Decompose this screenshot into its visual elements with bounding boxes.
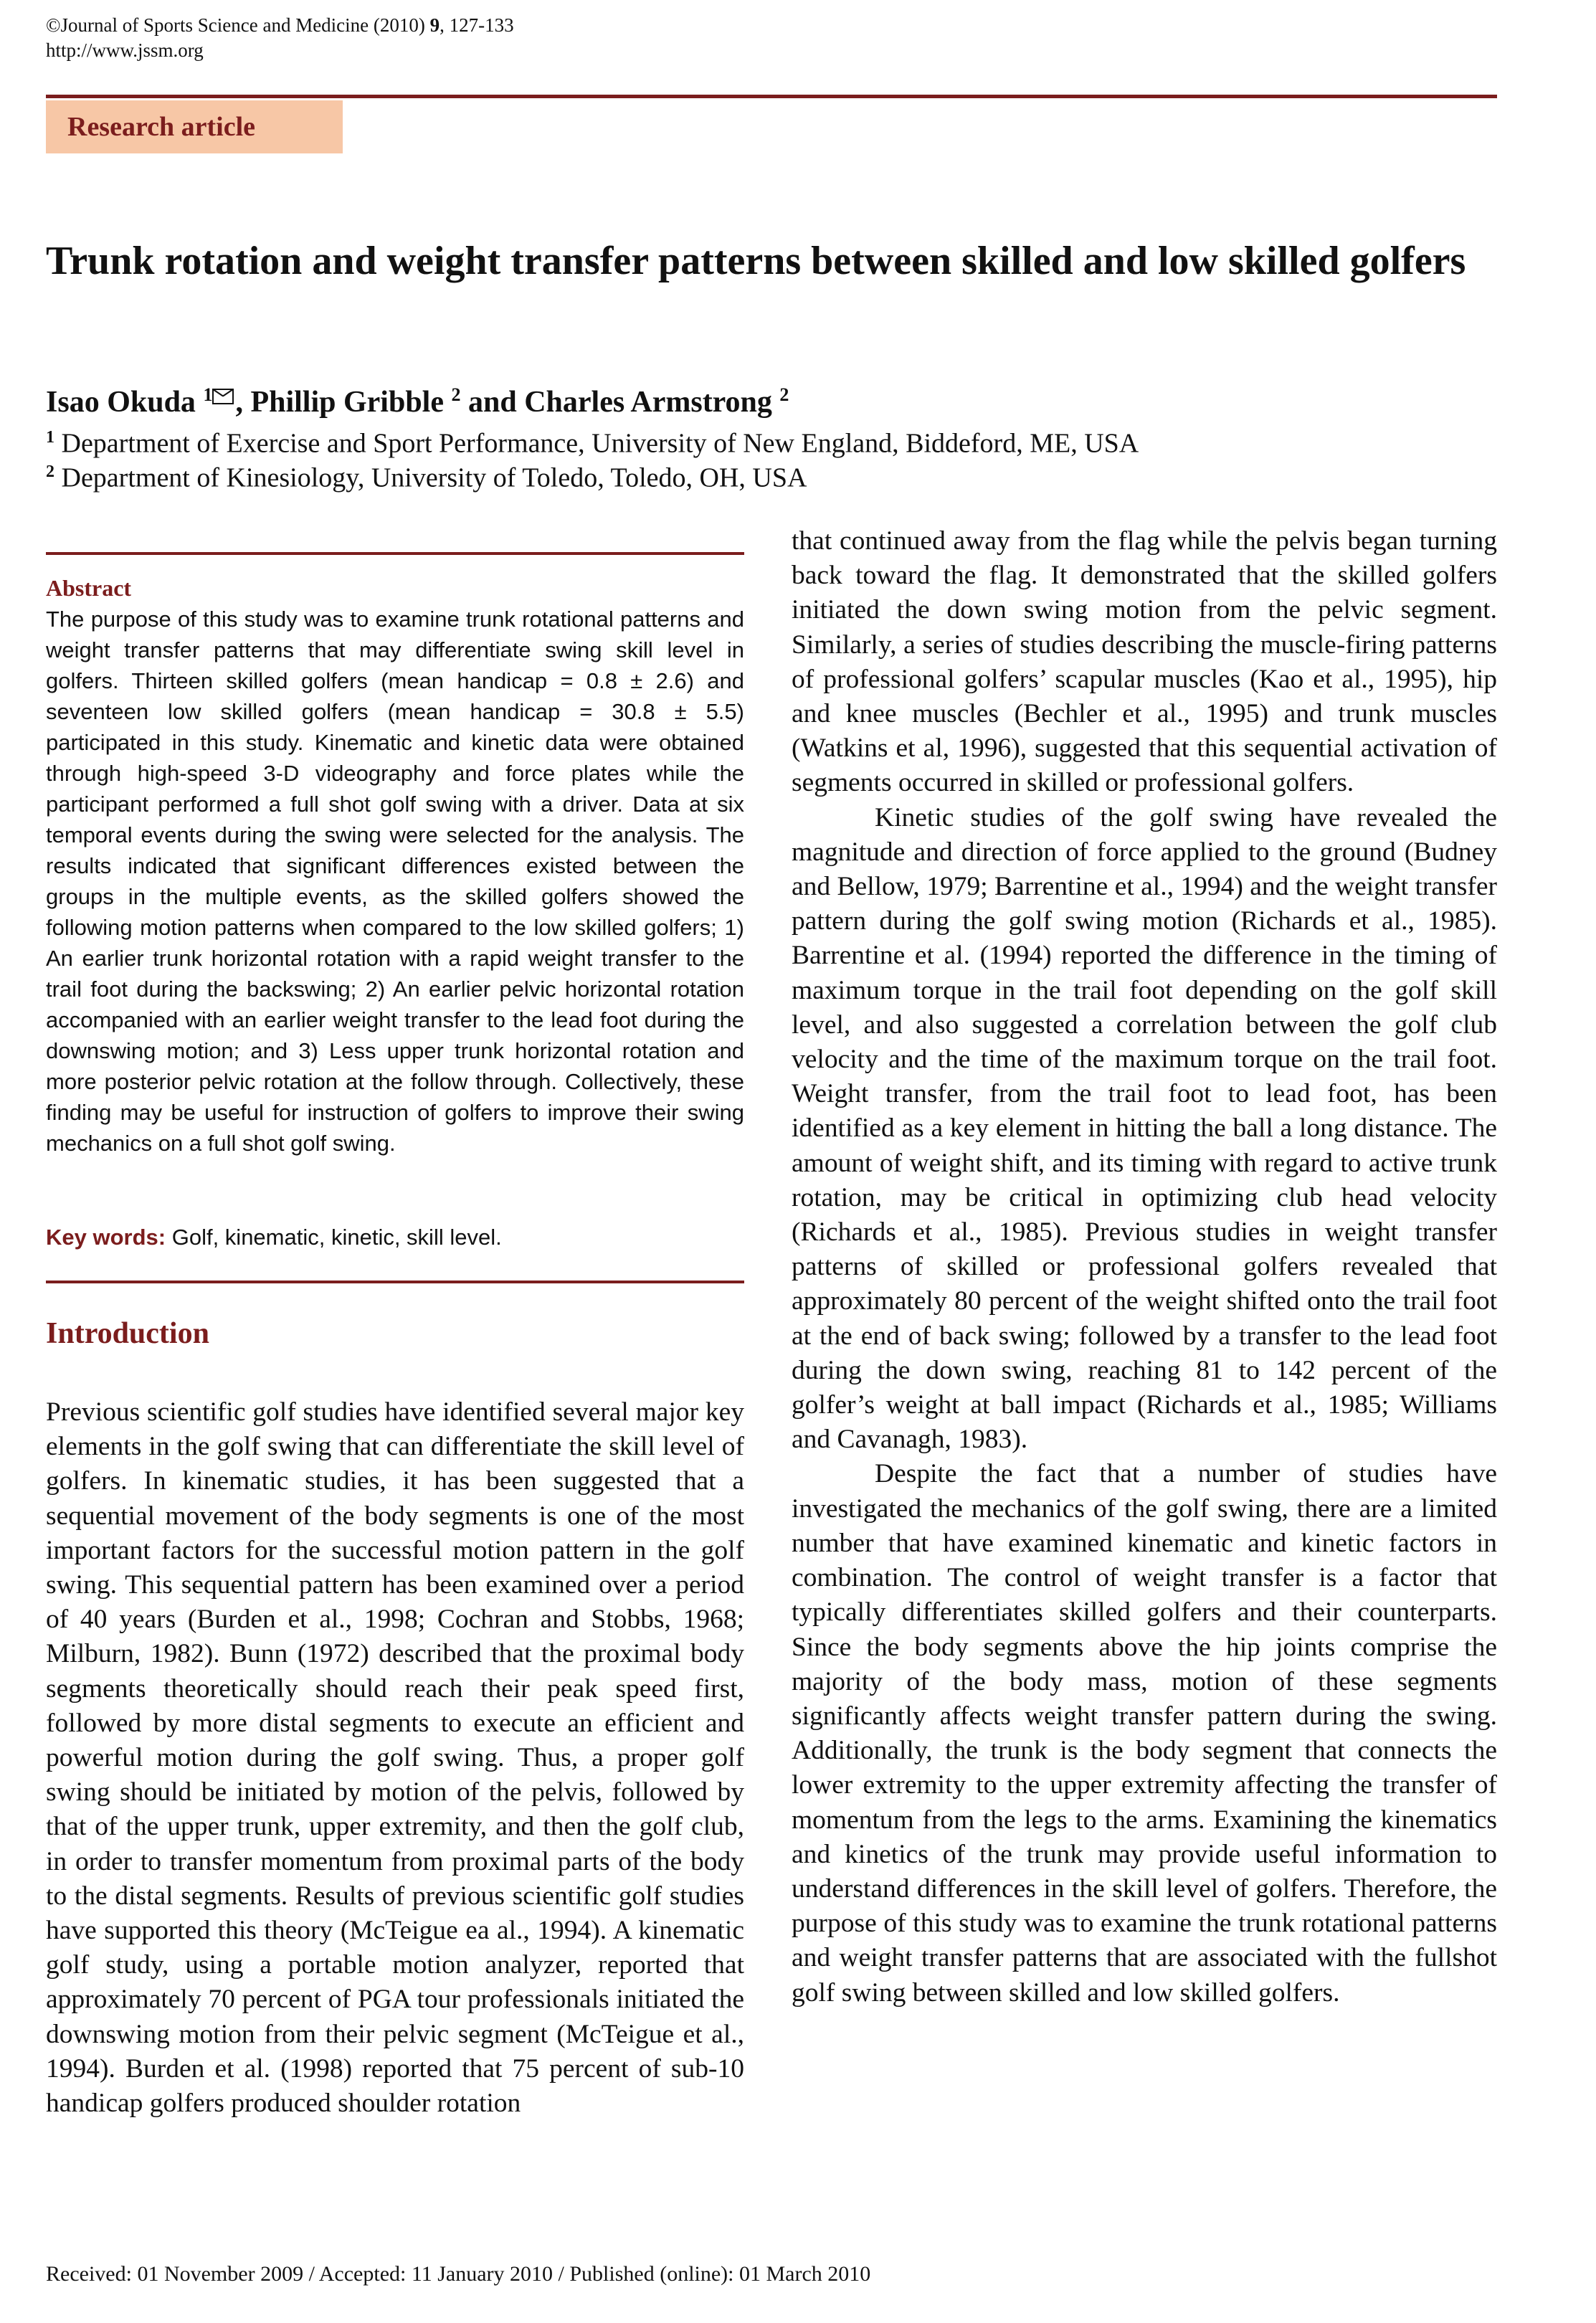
journal-citation xyxy=(46,13,514,63)
abstract-text xyxy=(46,604,744,1159)
author-2: , Phillip Gribble xyxy=(235,386,452,419)
affiliation-2 xyxy=(46,455,807,495)
intro-paragraph-2: Kinetic studies of the golf swing have revealed the magnitude and direction of force applied to the ground (Budney and Bellow, 1979; Barrentine et al., 1994) and the weight transfer pattern during the golf swing motion (Richards et al., 1985). Barrentine et al. (1994) reported the difference in the timing of maximum torque in the trail foot depending on the golf skill level, and also suggested a correlation between the golf club velocity and the time of the maximum torque on the trail foot. Weight transfer, from the trail foot to lead foot, has been identified as a key element in hitting the ball a long distance. The amount of weight shift, and its timing with regard to active trunk rotation, may be critical in optimizing club head velocity (Richards et al., 1985). Previous studies in weight transfer patterns of skilled or professional golfers revealed that approximately 80 percent of the weight shifted onto the trail foot at the end of back swing; followed by a transfer to the lead foot during the down swing, reaching 81 to 142 percent of the golfer’s weight at ball impact (Richards et al., 1985; Williams and Cavanagh, 1983). xyxy=(792,802,1497,1455)
affiliation-2-text: Department of Kinesiology, University of Toledo, Toledo, OH, USA xyxy=(54,462,807,493)
author-list xyxy=(46,376,789,422)
journal-pages: , 127-133 xyxy=(440,14,514,36)
affiliation-1-text: Department of Exercise and Sport Performance, University of New England, Biddeford, ME, USA xyxy=(54,428,1139,459)
introduction-heading: Introduction xyxy=(46,1317,209,1350)
author-1-sup: 1 xyxy=(203,384,213,405)
author-3: and Charles Armstrong xyxy=(460,386,780,419)
intro-paragraph-3: Despite the fact that a number of studies have investigated the mechanics of the golf swing, there are a limited number that have examined kinematic and kinetic factors in combination. The control of weight transfer is a factor that typically differentiates skilled golfers and their counterparts. Since the body segments above the hip joints comprise the majority of the body mass, motion of these segments significantly affects weight transfer pattern during the swing. Additionally, the trunk is the body segment that connects the lower extremity to the upper extremity affecting the transfer of momentum from the legs to the arms. Examining the kinematics and kinetics of the trunk may provide useful information to understand differences in the skill level of golfers. Therefore, the purpose of this study was to examine the trunk rotational patterns and weight transfer patterns that are associated with the fullshot golf swing between skilled and low skilled golfers. xyxy=(792,1459,1497,2008)
author-3-sup: 2 xyxy=(779,384,789,405)
intro-paragraph-1: Previous scientific golf studies have identified several major key elements in the golf swing that can differentiate the skill level of golfers. In kinematic studies, it has been suggested that a sequential movement of the body segments is one of the most important factors for the successful motion pattern in the golf swing. This sequential pattern has been examined over a period of 40 years (Burden et al., 1998; Cochran and Stobbs, 1968; Milburn, 1982). Bunn (1972) described that the proximal body segments theoretically should reach their peak speed first, followed by more distal segments to execute an efficient and powerful motion during the golf swing. Thus, a proper golf swing should be initiated by motion of the pelvis, followed by that of the upper trunk, upper extremity, and then the golf club, in order to transfer momentum from proximal parts of the body to the distal segments. Results of previous scientific golf studies have supported this theory (McTeigue ea al., 1994). A kinematic golf study, using a portable motion analyzer, reported that approximately 70 percent of PGA tour professionals initiated the downswing motion from their pelvic segment (McTeigue et al., 1994). Burden et al. (1998) reported that 75 percent of sub-10 handicap golfers produced shoulder rotation xyxy=(46,1397,744,2119)
affiliation-2-sup: 2 xyxy=(46,462,54,481)
keywords xyxy=(46,1222,744,1253)
keywords-text: Golf, kinematic, kinetic, skill level. xyxy=(166,1225,502,1250)
intro-paragraph-1-cont: that continued away from the flag while the pelvis began turning back toward the flag. It demonstrated that the skilled golfers initiated the down swing motion from the pelvic segment. Similarly, a series of studies describing the muscle-firing patterns of professional golfers’ scapular muscles (Kao et al., 1995), hip and knee muscles (Bechler et al., 1995) and trunk muscles (Watkins et al, 1996), suggested that this sequential activation of segments occurred in skilled or professional golfers. xyxy=(792,526,1497,798)
envelope-icon[interactable] xyxy=(212,389,234,404)
right-column xyxy=(792,524,1497,2010)
article-type-badge: Research article xyxy=(46,100,343,153)
abstract-heading: Abstract xyxy=(46,575,132,601)
article-title: Trunk rotation and weight transfer patterns between skilled and low skilled golfers xyxy=(46,239,1466,283)
abstract-paragraph: The purpose of this study was to examine trunk rotational patterns and weight transfer patterns that may differentiate swing skill level in golfers. Thirteen skilled golfers (mean handicap = 0.8 ± 2.6) and seventeen low skilled golfers (mean handicap = 30.8 ± 5.5) participated in this study. Kinematic and kinetic data were obtained through high-speed 3-D videography and force plates while the participant performed a full shot golf swing with a driver. Data at six temporal events during the swing were selected for the analysis. The results indicated that significant differences existed between the groups in the multiple events, as the skilled golfers showed the following motion patterns when compared to the low skilled golfers; 1) An earlier trunk horizontal rotation with a rapid weight transfer to the trail foot during the backswing; 2) An earlier pelvic horizontal rotation accompanied with an earlier weight transfer to the lead foot during the downswing motion; and 3) Less upper trunk horizontal rotation and more posterior pelvic rotation at the follow through. Collectively, these finding may be useful for instruction of golfers to improve their swing mechanics on a full shot golf swing. xyxy=(46,607,744,1156)
journal-line: ©Journal of Sports Science and Medicine (2010) xyxy=(46,14,430,36)
affiliation-1-sup: 1 xyxy=(46,428,54,447)
publication-dates: Received: 01 November 2009 / Accepted: 11 January 2010 / Published (online): 01 March 2010 xyxy=(46,2262,871,2286)
left-column xyxy=(46,1395,744,2121)
journal-volume: 9 xyxy=(429,14,440,36)
abstract-bottom-rule xyxy=(46,1281,744,1283)
abstract-top-rule xyxy=(46,552,744,555)
keywords-label: Key words: xyxy=(46,1225,166,1250)
journal-url[interactable]: http://www.jssm.org xyxy=(46,39,204,61)
author-1: Isao Okuda xyxy=(46,386,204,419)
author-2-sup: 2 xyxy=(451,384,461,405)
header-rule xyxy=(46,95,1497,98)
